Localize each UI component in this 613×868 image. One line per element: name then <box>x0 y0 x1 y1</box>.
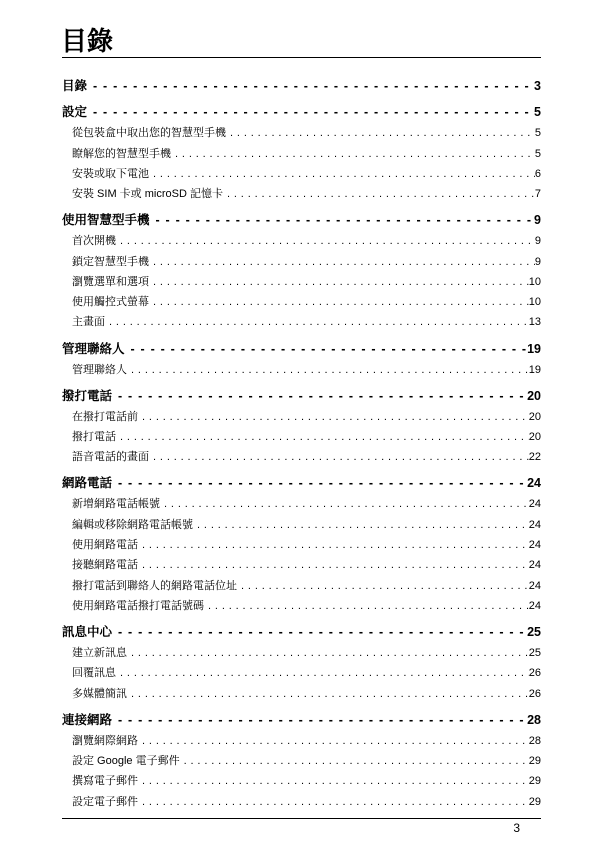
dot-leader <box>149 292 529 312</box>
toc-section-heading <box>62 76 541 97</box>
toc-entry-page: 24 <box>528 498 541 511</box>
dash-leader <box>87 76 534 97</box>
toc-section-page: 24 <box>527 476 541 491</box>
dash-leader <box>150 210 535 231</box>
toc-entry-page: 26 <box>528 687 541 700</box>
toc-section-page: 28 <box>527 712 541 727</box>
toc-section-title: 撥打電話 <box>62 388 113 403</box>
toc-entry-page: 24 <box>528 599 541 612</box>
toc-entry-page: 10 <box>528 296 541 309</box>
toc-entry-title: 建立新訊息 <box>72 646 127 659</box>
dot-leader <box>149 252 535 272</box>
dot-leader <box>127 684 529 704</box>
toc-entry-page: 9 <box>534 255 541 268</box>
toc-entry <box>62 792 541 812</box>
dot-leader <box>116 427 529 447</box>
toc-entry <box>62 535 541 555</box>
toc-entry-page: 29 <box>528 775 541 788</box>
toc-entry <box>62 771 541 791</box>
toc-entry-page: 25 <box>528 646 541 659</box>
toc-section-page: 25 <box>527 624 541 639</box>
toc-entry-title: 編輯或移除網路電話帳號 <box>72 518 193 531</box>
toc-section-page: 20 <box>527 388 541 403</box>
toc-entry <box>62 576 541 596</box>
toc-entry <box>62 555 541 575</box>
toc-entry-title: 設定電子郵件 <box>72 795 138 808</box>
dot-leader <box>226 123 535 143</box>
toc-entry-title: 首次開機 <box>72 235 116 248</box>
dash-leader <box>112 622 527 643</box>
toc-section-title: 目錄 <box>62 78 88 93</box>
toc-entry-page: 24 <box>528 579 541 592</box>
toc-entry-title: 從包裝盒中取出您的智慧型手機 <box>72 127 226 140</box>
dot-leader <box>237 576 529 596</box>
toc-entry-title: 安裝 SIM 卡或 microSD 記憶卡 <box>72 188 223 201</box>
toc-entry-title: 新增網路電話帳號 <box>72 498 160 511</box>
toc-entry-page: 13 <box>528 316 541 329</box>
toc-section-title: 訊息中心 <box>62 624 113 639</box>
toc-entry <box>62 360 541 380</box>
toc-entry <box>62 272 541 292</box>
toc-entry <box>62 447 541 467</box>
toc-entry <box>62 684 541 704</box>
toc-section-title: 網路電話 <box>62 476 113 491</box>
toc-entry <box>62 515 541 535</box>
toc-entry <box>62 312 541 332</box>
dot-leader <box>149 272 529 292</box>
toc-entry <box>62 596 541 616</box>
toc-section-title: 連接網路 <box>62 712 113 727</box>
toc-entry <box>62 427 541 447</box>
dot-leader <box>138 771 529 791</box>
toc-entry-page: 5 <box>534 127 541 140</box>
toc-section-heading <box>62 339 541 360</box>
toc-entry-title: 安裝或取下電池 <box>72 167 149 180</box>
toc-entry-title: 瞭解您的智慧型手機 <box>72 147 171 160</box>
page-number: 3 <box>513 821 520 835</box>
dot-leader <box>149 447 529 467</box>
toc-entry-title: 瀏覽網際網路 <box>72 734 138 747</box>
page-title: 目錄 <box>61 26 114 56</box>
toc-entry-page: 19 <box>528 363 541 376</box>
dot-leader <box>138 555 529 575</box>
dash-leader <box>112 710 527 731</box>
toc-section-heading <box>62 710 541 731</box>
dot-leader <box>149 164 535 184</box>
toc-entry <box>62 643 541 663</box>
dash-leader <box>112 386 527 407</box>
title-rule <box>62 57 541 58</box>
toc-entry-title: 使用網路電話撥打電話號碼 <box>72 599 204 612</box>
toc-section-title: 管理聯絡人 <box>62 341 125 356</box>
toc-entry-title: 回覆訊息 <box>72 667 116 680</box>
toc-entry-title: 語音電話的畫面 <box>72 451 149 464</box>
toc-entry-page: 24 <box>528 559 541 572</box>
toc-entry-page: 24 <box>528 538 541 551</box>
toc-section-page: 9 <box>534 213 541 228</box>
toc-entry <box>62 751 541 771</box>
table-of-contents <box>62 76 541 812</box>
dash-leader <box>87 102 534 123</box>
toc-entry <box>62 123 541 143</box>
toc-section-heading <box>62 210 541 231</box>
toc-entry-page: 26 <box>528 667 541 680</box>
toc-entry-title: 使用網路電話 <box>72 538 138 551</box>
toc-entry-page: 20 <box>528 430 541 443</box>
dot-leader <box>138 535 529 555</box>
toc-entry <box>62 731 541 751</box>
dot-leader <box>193 515 529 535</box>
dot-leader <box>138 792 529 812</box>
toc-entry-title: 瀏覽選單和選項 <box>72 275 149 288</box>
dot-leader <box>127 360 529 380</box>
toc-entry <box>62 252 541 272</box>
toc-entry <box>62 164 541 184</box>
toc-entry-page: 5 <box>534 147 541 160</box>
toc-section-heading <box>62 386 541 407</box>
toc-entry-title: 接聽網路電話 <box>72 559 138 572</box>
dot-leader <box>204 596 529 616</box>
toc-section-heading <box>62 473 541 494</box>
toc-section-page: 3 <box>534 78 541 93</box>
toc-entry-page: 20 <box>528 410 541 423</box>
dot-leader <box>223 184 535 204</box>
toc-section-heading <box>62 102 541 123</box>
toc-entry-page: 22 <box>528 451 541 464</box>
toc-entry <box>62 663 541 683</box>
dot-leader <box>138 731 529 751</box>
toc-entry-title: 撥打電話 <box>72 430 116 443</box>
dot-leader <box>116 663 529 683</box>
toc-entry <box>62 292 541 312</box>
dash-leader <box>112 473 527 494</box>
toc-entry-title: 鎖定智慧型手機 <box>72 255 149 268</box>
toc-entry-page: 6 <box>534 167 541 180</box>
toc-section-title: 使用智慧型手機 <box>62 213 150 228</box>
toc-section-title: 設定 <box>62 105 88 120</box>
toc-entry-page: 10 <box>528 275 541 288</box>
dot-leader <box>127 643 529 663</box>
toc-entry-title: 在撥打電話前 <box>72 410 138 423</box>
toc-entry <box>62 494 541 514</box>
toc-entry-title: 撰寫電子郵件 <box>72 775 138 788</box>
toc-section-page: 5 <box>534 105 541 120</box>
toc-entry <box>62 184 541 204</box>
toc-entry-title: 撥打電話到聯絡人的網路電話位址 <box>72 579 237 592</box>
toc-entry-title: 使用觸控式螢幕 <box>72 296 149 309</box>
toc-section-heading <box>62 622 541 643</box>
dot-leader <box>105 312 529 332</box>
toc-section-page: 19 <box>527 341 541 356</box>
toc-entry <box>62 407 541 427</box>
dot-leader <box>138 407 529 427</box>
toc-entry-title: 多媒體簡訊 <box>72 687 127 700</box>
dash-leader <box>125 339 528 360</box>
dot-leader <box>180 751 529 771</box>
dot-leader <box>116 231 535 251</box>
dot-leader <box>171 144 535 164</box>
toc-entry-page: 29 <box>528 795 541 808</box>
dot-leader <box>160 494 529 514</box>
toc-entry <box>62 231 541 251</box>
toc-entry-page: 9 <box>534 235 541 248</box>
footer-rule <box>62 818 541 819</box>
toc-entry-page: 28 <box>528 734 541 747</box>
toc-entry-title: 主畫面 <box>72 316 105 329</box>
toc-entry-title: 管理聯絡人 <box>72 363 127 376</box>
toc-entry-title: 設定 Google 電子郵件 <box>72 754 180 767</box>
toc-entry-page: 29 <box>528 754 541 767</box>
toc-entry-page: 7 <box>534 188 541 201</box>
toc-entry <box>62 144 541 164</box>
toc-entry-page: 24 <box>528 518 541 531</box>
